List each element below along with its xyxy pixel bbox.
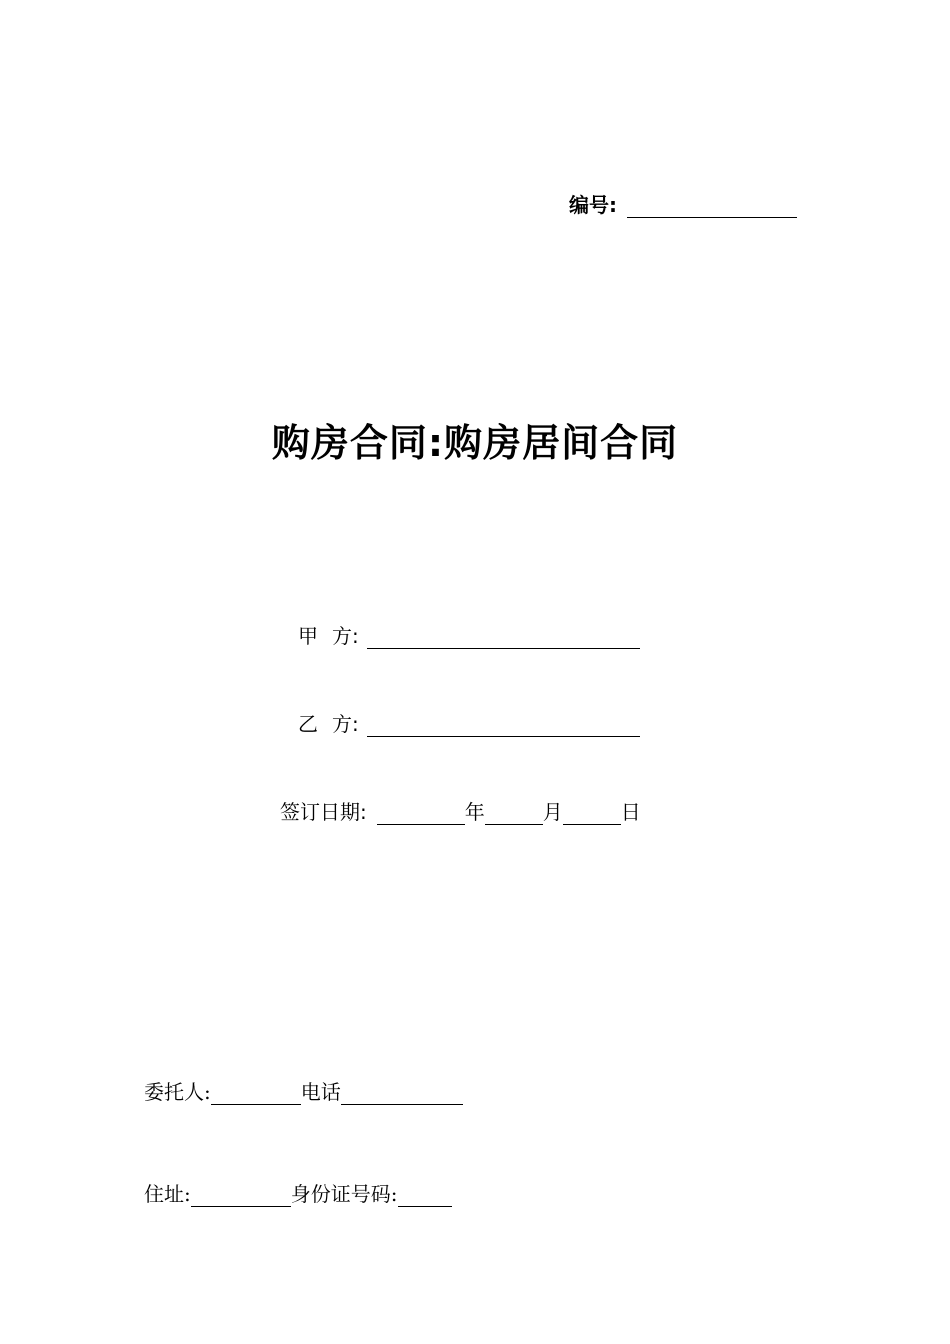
sign-date-label: 签订日期: [280,800,367,824]
party-a-label [298,620,359,649]
party-a-label-char: 甲 [298,624,318,648]
phone-blank[interactable] [341,1084,463,1105]
party-b-row [298,708,640,737]
address-row [144,1178,452,1207]
sign-date-row [280,796,641,825]
party-b-label-char: 乙 [298,712,318,736]
phone-label: 电话 [300,1080,341,1104]
client-label: 委托人: [144,1080,211,1104]
address-blank[interactable] [191,1186,291,1207]
sign-date-month-blank[interactable] [485,804,543,825]
party-a-blank[interactable] [367,628,640,649]
sign-date-year-unit: 年 [464,800,485,824]
party-b-label [298,708,359,737]
client-row [144,1076,463,1105]
party-a-label-suffix: 方: [332,624,359,648]
serial-number-blank[interactable] [627,195,797,218]
client-blank[interactable] [211,1084,301,1105]
serial-number-label: 编号: [569,193,617,217]
party-b-label-suffix: 方: [332,712,359,736]
document-title: 购房合同:购房居间合同 [271,421,679,465]
sign-date-month-unit: 月 [542,800,563,824]
id-number-blank[interactable] [398,1186,452,1207]
id-number-label: 身份证号码: [290,1182,398,1206]
sign-date-day-blank[interactable] [563,804,621,825]
sign-date-year-blank[interactable] [377,804,465,825]
party-b-blank[interactable] [367,716,640,737]
party-a-row [298,620,640,649]
sign-date-day-unit: 日 [620,800,641,824]
serial-number-row [569,190,797,218]
address-label: 住址: [144,1182,191,1206]
